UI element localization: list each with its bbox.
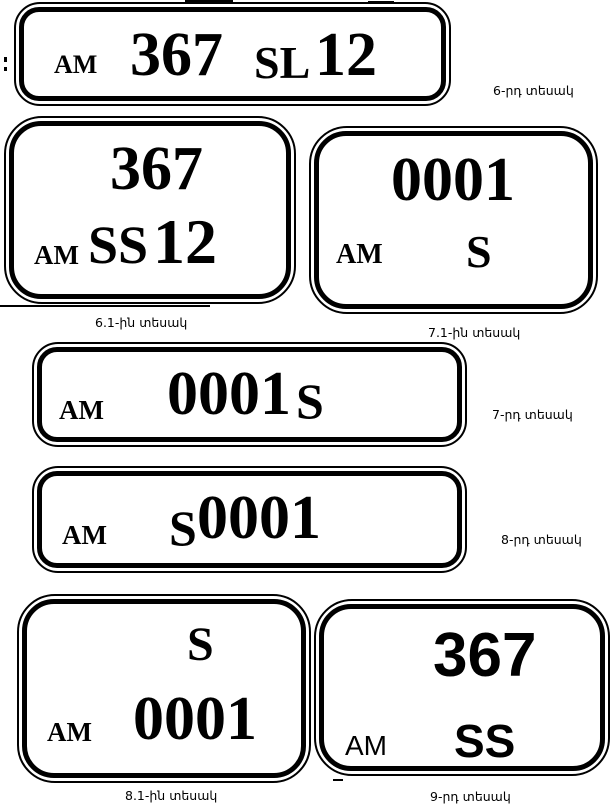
license-plate-type-7-1 (309, 126, 598, 314)
plate-type-label: 6-րդ տեսակ (493, 83, 574, 98)
plate-region-code: AM (345, 730, 387, 761)
plate-type-label: 7-րդ տեսակ (492, 407, 573, 422)
plate-region-code: AM (34, 240, 79, 270)
license-plate-type-8 (32, 466, 467, 573)
plate-type-label: 8-րդ տեսակ (501, 532, 582, 547)
plate-digits: 0001 (391, 146, 515, 214)
plate-digits: 367 (433, 621, 537, 690)
plate-type-label: 8.1-ին տեսակ (125, 788, 218, 803)
plate-digits: 0001 (167, 360, 291, 428)
license-plate-type-8-1 (17, 594, 311, 783)
plate-number: 12 (315, 21, 377, 89)
scan-artifact (333, 779, 343, 781)
license-plate-type-6-1 (4, 116, 296, 304)
scan-artifact (4, 57, 7, 62)
scan-artifact (4, 67, 7, 71)
plate-number: 12 (153, 206, 217, 277)
plate-series-letters: S (296, 373, 324, 429)
plate-series-letters: S (169, 500, 197, 556)
plate-series-letters: SL (254, 37, 311, 88)
license-plate-type-9 (314, 599, 610, 776)
plate-region-code: AM (59, 395, 104, 425)
plate-series-letters: S (187, 618, 214, 671)
plate-region-code: AM (62, 520, 107, 550)
plate-series-letters: SS (88, 215, 149, 275)
plate-region-code: AM (54, 50, 98, 79)
plate-series-letters: S (466, 226, 492, 277)
plate-type-label: 6.1-ին տեսակ (95, 315, 188, 330)
plate-type-label: 7.1-ին տեսակ (428, 325, 521, 340)
plate-region-code: AM (47, 717, 92, 747)
license-plate-type-7 (32, 342, 467, 447)
plate-digits: 0001 (133, 685, 257, 753)
plate-type-label: 9-րդ տեսակ (430, 789, 511, 804)
plate-series-letters: SS (454, 715, 516, 767)
plate-digits: 367 (110, 135, 203, 203)
plate-region-code: AM (336, 239, 383, 270)
license-plate-type-6 (14, 2, 451, 106)
plate-digits: 367 (130, 21, 223, 89)
plate-digits: 0001 (197, 484, 321, 552)
scan-artifact (0, 305, 210, 307)
